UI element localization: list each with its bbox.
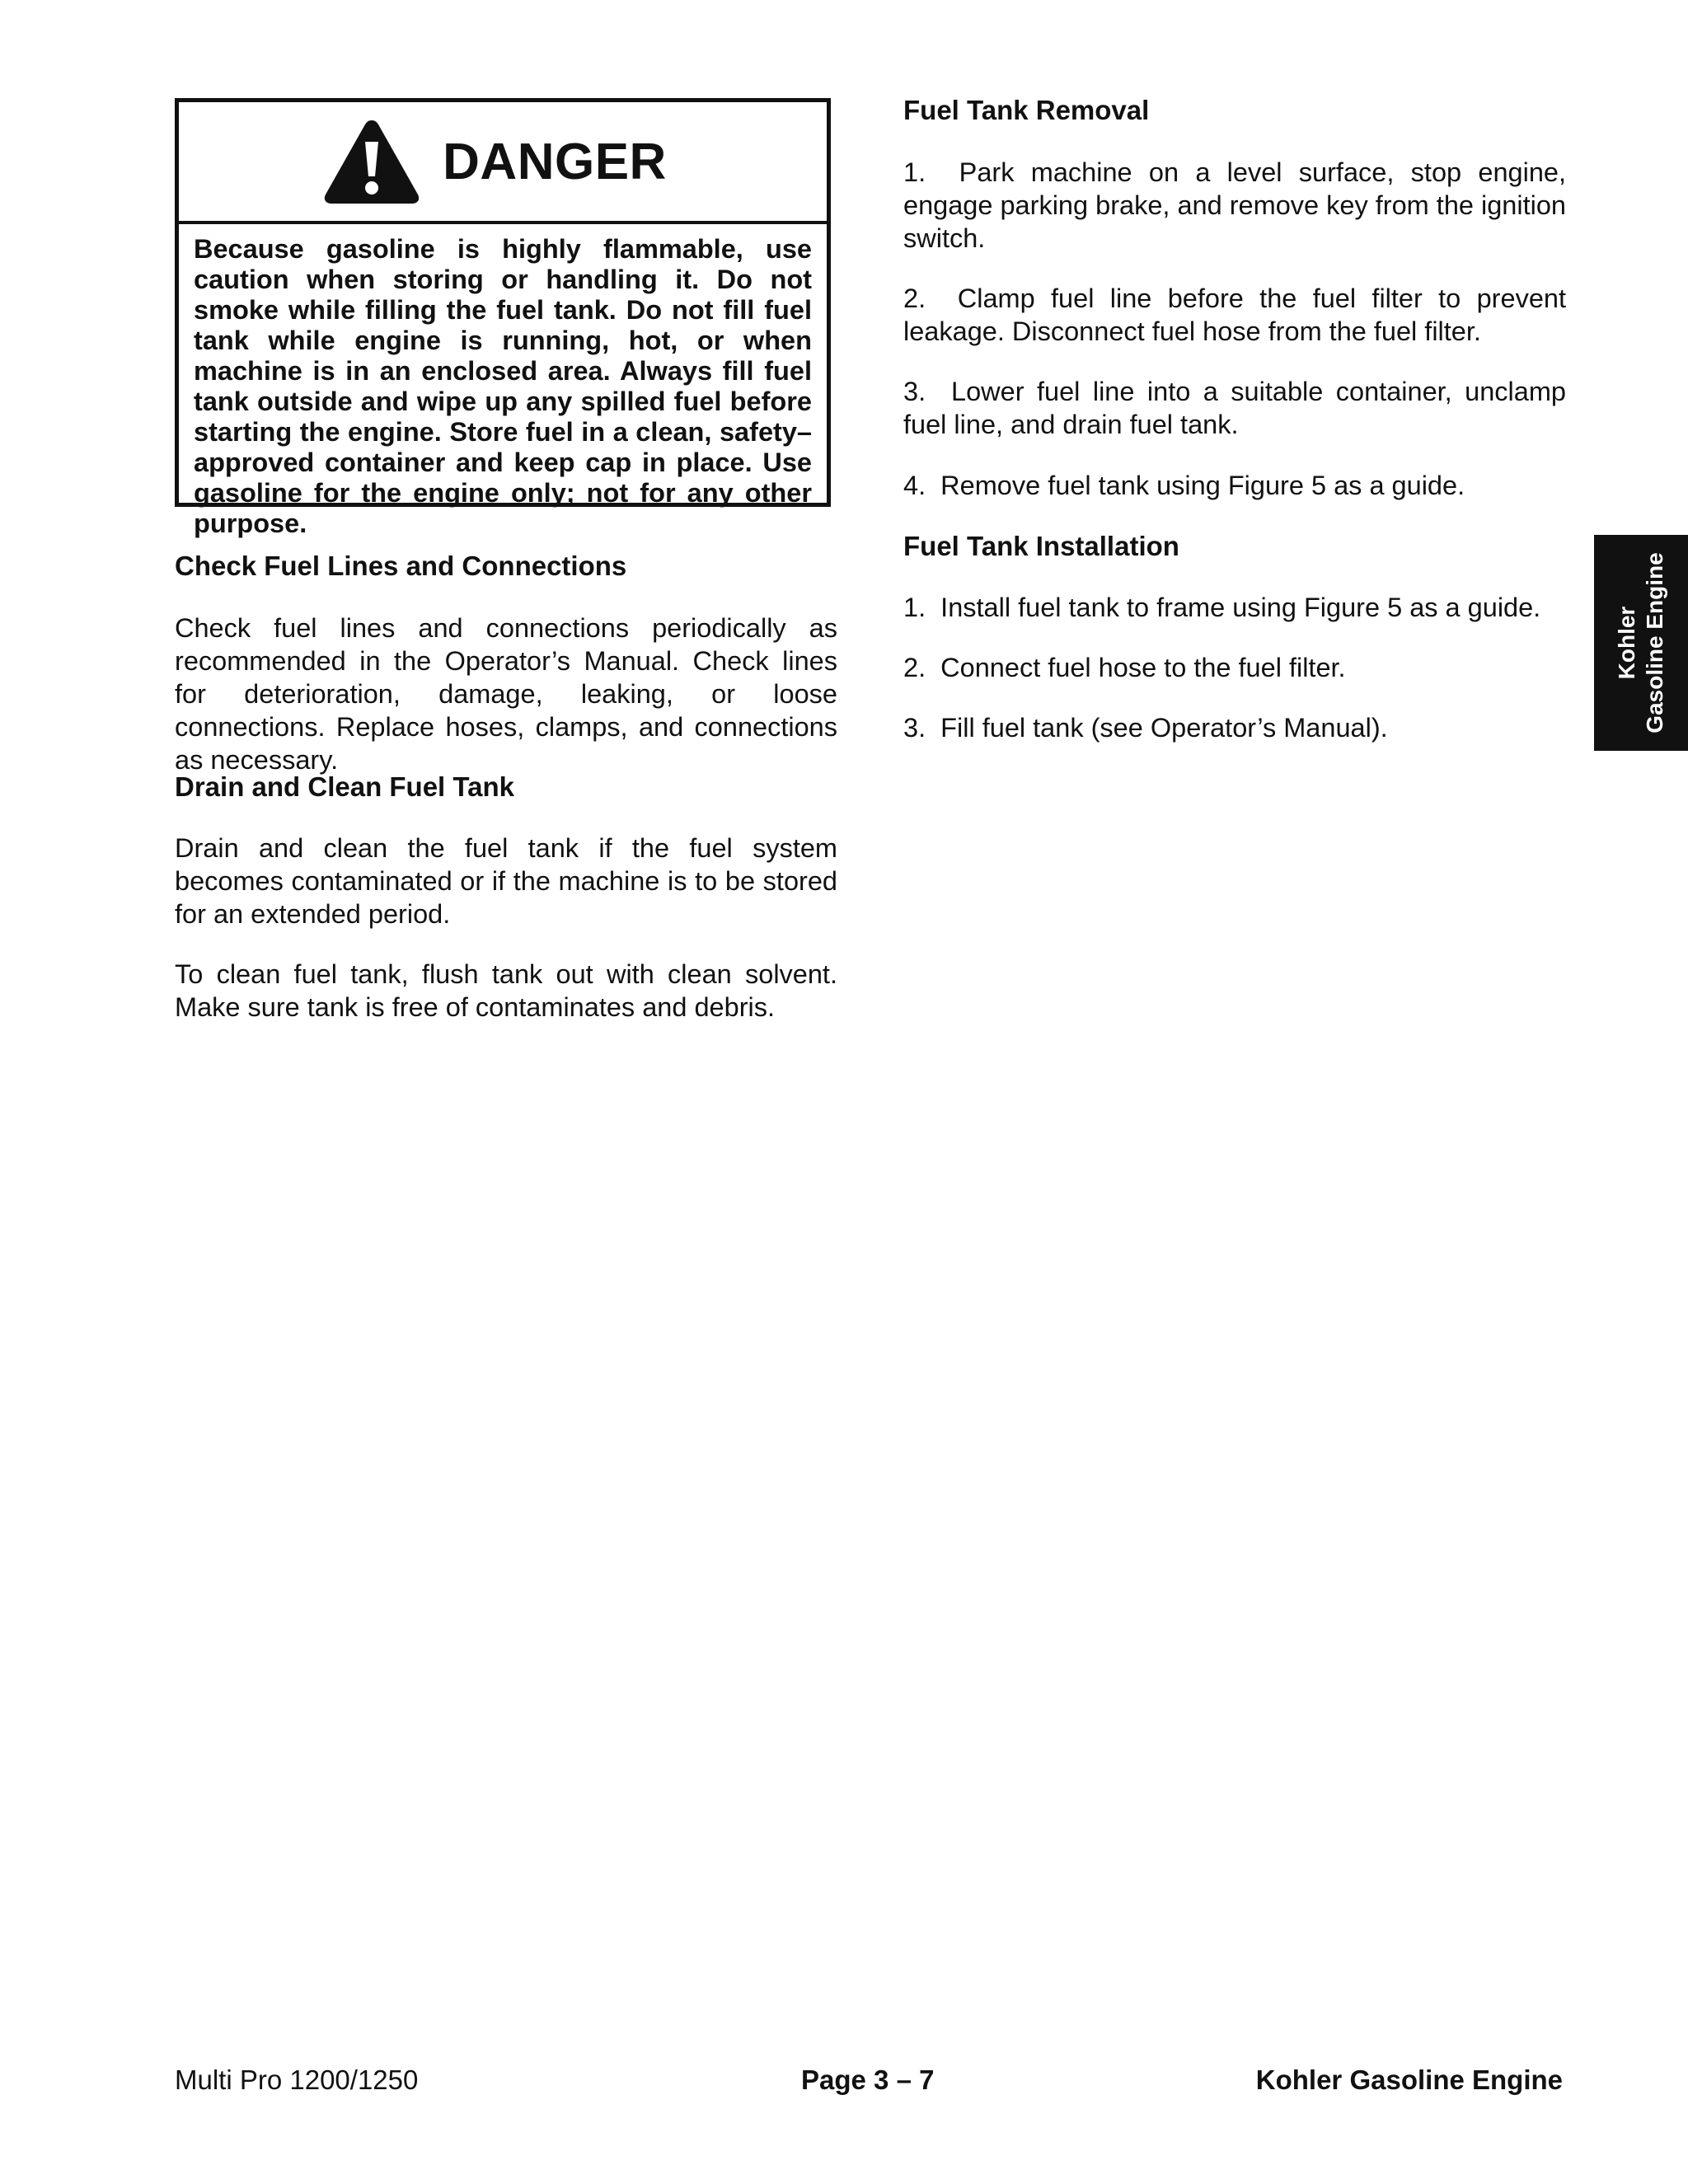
fuel-tank-removal-heading: Fuel Tank Removal xyxy=(903,95,1150,125)
side-tab-line-1: Kohler xyxy=(1614,606,1639,680)
drain-clean-heading: Drain and Clean Fuel Tank xyxy=(175,771,514,802)
step-text: Remove fuel tank using Figure 5 as a guide. xyxy=(940,471,1465,500)
step-text: Clamp fuel line before the fuel filter to prevent leakage. Disconnect fuel hose from the fuel filter. xyxy=(903,284,1566,346)
danger-warning-text: Because gasoline is highly flammable, use caution when storing or handling it. Do not smoke while filling the fuel tank. Do not fill fuel tank while engine is running, hot, or when machine is in an enclosed area. Always fill fuel tank outside and wipe up any spilled fuel before starting the engine. Store fuel in a clean, safety–approved container and keep cap in place. Use gasoline for the engine only; not for any other purpose. xyxy=(194,234,812,538)
step-text: Install fuel tank to frame using Figure 5 as a guide. xyxy=(940,593,1541,622)
step-number: 2. xyxy=(903,653,926,682)
removal-step-3 xyxy=(903,375,1566,441)
danger-header xyxy=(179,102,827,224)
check-fuel-paragraph: Check fuel lines and connections periodically as recommended in the Operator’s Manual. Check lines for deterioration, damage, leaking, or loose connections. Replace hoses, clamps, and connections as necessary. xyxy=(175,613,837,775)
footer-page-number: Page 3 – 7 xyxy=(801,2064,935,2095)
install-step-3 xyxy=(903,711,1566,744)
section-side-tab xyxy=(1594,535,1688,751)
side-tab-line-2: Gasoline Engine xyxy=(1642,552,1667,733)
step-number: 3. xyxy=(903,377,926,406)
danger-box xyxy=(175,98,831,538)
warning-triangle-icon xyxy=(322,117,421,206)
footer-section: Kohler Gasoline Engine xyxy=(1255,2064,1563,2095)
install-step-1 xyxy=(903,591,1566,624)
step-text: Fill fuel tank (see Operator’s Manual). xyxy=(940,713,1388,743)
step-number: 3. xyxy=(903,713,926,743)
danger-title: DANGER xyxy=(443,133,667,190)
step-number: 1. xyxy=(903,157,926,187)
removal-step-2 xyxy=(903,282,1566,348)
drain-clean-paragraph-1: Drain and clean the fuel tank if the fuel system becomes contaminated or if the machine is to be stored for an extended period. xyxy=(175,833,837,929)
step-text: Park machine on a level surface, stop engine, engage parking brake, and remove key from the ignition switch. xyxy=(903,157,1566,253)
install-step-2 xyxy=(903,651,1566,684)
check-fuel-heading: Check Fuel Lines and Connections xyxy=(175,551,627,581)
step-number: 1. xyxy=(903,593,926,622)
removal-step-4 xyxy=(903,469,1566,502)
step-text: Connect fuel hose to the fuel filter. xyxy=(940,653,1346,682)
step-number: 4. xyxy=(903,471,926,500)
drain-clean-paragraph-2: To clean fuel tank, flush tank out with clean solvent. Make sure tank is free of contaminates and debris. xyxy=(175,959,837,1022)
step-number: 2. xyxy=(903,284,926,313)
step-text: Lower fuel line into a suitable container, unclamp fuel line, and drain fuel tank. xyxy=(903,377,1566,439)
side-tab-label xyxy=(1613,552,1669,733)
footer-model: Multi Pro 1200/1250 xyxy=(175,2064,419,2095)
fuel-tank-installation-heading: Fuel Tank Installation xyxy=(903,531,1179,561)
removal-step-1 xyxy=(903,156,1566,255)
